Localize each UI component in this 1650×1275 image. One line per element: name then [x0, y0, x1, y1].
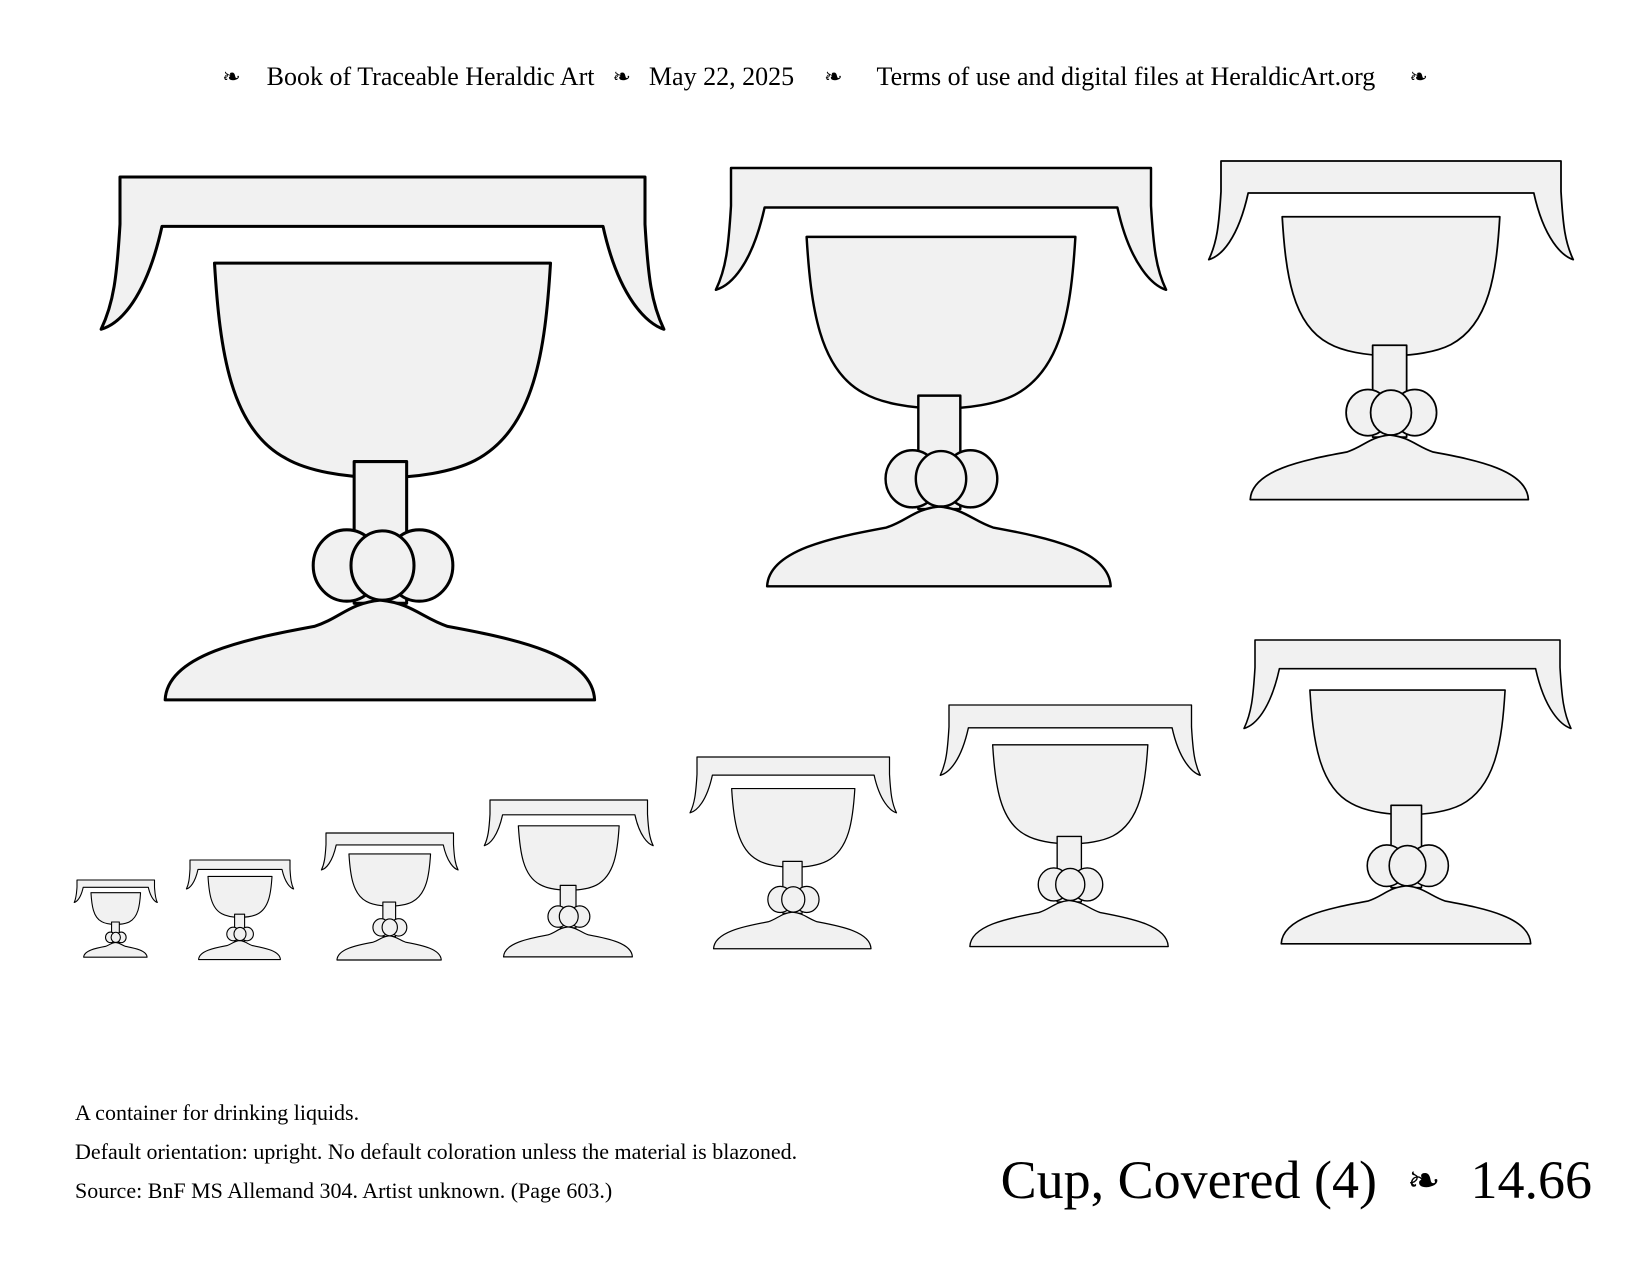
- cup-illustration-1: [101, 177, 664, 700]
- cup-illustration-2: [716, 168, 1166, 586]
- cup-illustration-8: [321, 833, 458, 960]
- fleuron-icon: ❧: [824, 64, 843, 89]
- cup-illustration-7: [484, 800, 653, 957]
- figure-name: Cup, Covered (4): [1000, 1150, 1377, 1210]
- figure-number: 14.66: [1470, 1150, 1592, 1210]
- cup-illustration-9: [186, 860, 293, 960]
- cup-illustration-10: [74, 880, 157, 957]
- fleuron-icon: ❧: [1406, 1157, 1441, 1203]
- cup-illustration-4: [1244, 640, 1571, 944]
- publication-date: May 22, 2025: [648, 62, 795, 91]
- figure-title: [1001, 1140, 1592, 1220]
- terms-of-use: Terms of use and digital files at HeraldicArt.org: [876, 62, 1376, 91]
- fleuron-icon: ❧: [1409, 64, 1428, 89]
- figure-description: [75, 1093, 975, 1210]
- cup-illustration-5: [940, 705, 1200, 947]
- description-line: Default orientation: upright. No default coloration unless the material is blazoned.: [75, 1139, 798, 1164]
- fleuron-icon: ❧: [612, 64, 631, 89]
- fleuron-icon: ❧: [222, 64, 241, 89]
- cup-illustration-3: [1209, 161, 1573, 500]
- source-line: Source: BnF MS Allemand 304. Artist unknown. (Page 603.): [75, 1178, 613, 1203]
- description-line: A container for drinking liquids.: [75, 1100, 360, 1125]
- cup-illustration-6: [690, 757, 896, 949]
- book-title: Book of Traceable Heraldic Art: [266, 62, 595, 91]
